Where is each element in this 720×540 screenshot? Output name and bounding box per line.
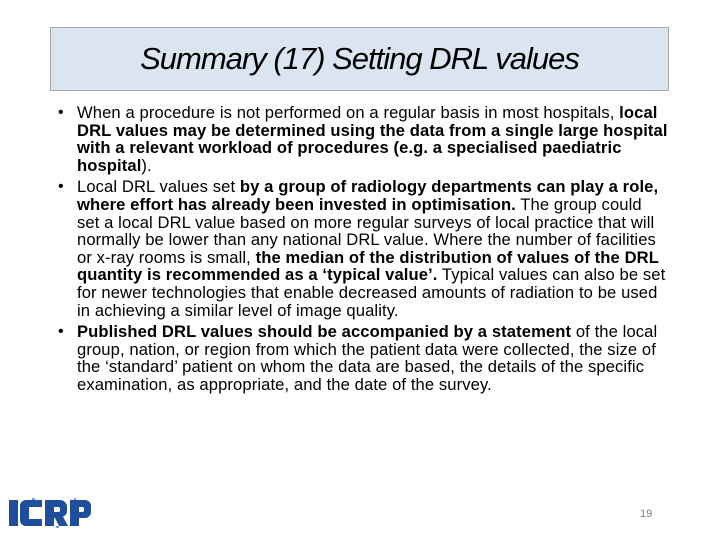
- bullet-segment-bold: Published DRL values should be accompanied by a statement: [77, 322, 572, 342]
- bullet-list: [58, 104, 668, 398]
- bullet-item: [58, 178, 668, 319]
- page-number: 19: [640, 508, 653, 520]
- icrp-logo: [8, 497, 92, 529]
- bullet-segment: Typical values can also be set for newer technologies that enable decreased amounts of radiation to be used in achieving a similar level of image quality.: [77, 265, 666, 320]
- bullet-dot: •: [58, 104, 64, 121]
- title-box: [50, 27, 669, 91]
- bullet-segment: When a procedure is not performed on a regular basis in most hospitals,: [77, 103, 620, 122]
- bullet-dot: •: [58, 323, 64, 341]
- slide-title: Summary (17) Setting DRL values: [140, 41, 579, 76]
- bullet-segment-bold: by a group of radiology departments can play a role, where effort has already been invested in optimisation.: [77, 177, 659, 214]
- bullet-segment: ).: [141, 155, 152, 175]
- bullet-segment: The group could set a local DRL value based on more regular surveys of local practice that will normally be lower than any national DRL value. Where the number of facilities or x-ray rooms is small,: [77, 194, 656, 267]
- bullet-segment-bold: the median of the distribution of values of the DRL quantity is recommended as a ‘typical value’.: [77, 247, 659, 285]
- bullet-item: [58, 104, 668, 174]
- bullet-segment: Local DRL values set: [77, 177, 240, 197]
- bullet-dot: •: [58, 178, 64, 196]
- bullet-item: [58, 323, 668, 393]
- bullet-segment-bold: local DRL values may be determined using the data from a single large hospital with a relevant workload of procedures (e.g. a specialised paediatric hospital: [77, 103, 668, 175]
- bullet-segment: of the local group, nation, or region from which the patient data were collected, the size of the ‘standard’ patient on whom the data are based, the details of the specific examination, as appropriate, and the date of the survey.: [77, 322, 658, 394]
